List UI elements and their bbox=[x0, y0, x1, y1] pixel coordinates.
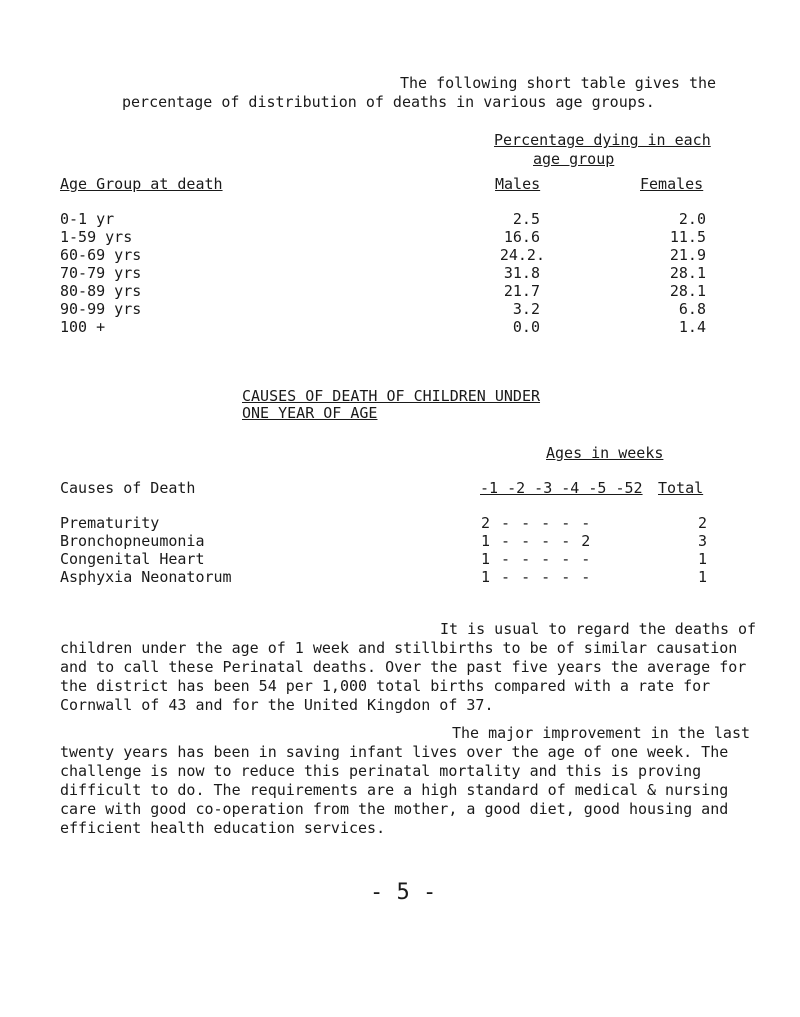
paragraph-2-body: twenty years has been in saving infant lives over the age of one week. The challenge is now to reduce this perinatal mortality and this is proving difficult to do. The requirements are a high standard of medical & nursing care with good co-operation from the mother, a good diet, good housing and efficient health education services. bbox=[60, 743, 729, 837]
females-cell: 6.8 bbox=[678, 300, 706, 318]
column-females: Females bbox=[640, 175, 704, 193]
ages-in-weeks-heading: Ages in weeks bbox=[546, 444, 664, 462]
column-males: Males bbox=[495, 175, 541, 193]
weeks-cell: 2 - - - - - bbox=[481, 514, 592, 532]
total-cell: 3 bbox=[697, 532, 707, 550]
child-deaths-subtitle: ONE YEAR OF AGE bbox=[242, 404, 378, 422]
total-cell: 1 bbox=[697, 568, 707, 586]
column-age-group: Age Group at death bbox=[60, 175, 223, 193]
males-cell: 16.6 bbox=[503, 228, 540, 246]
age-group-subheader: age group bbox=[533, 150, 615, 168]
page-number: - 5 - bbox=[370, 880, 437, 905]
percentage-header: Percentage dying in each bbox=[494, 131, 711, 149]
column-total: Total bbox=[658, 479, 704, 497]
age-group-cell: 60-69 yrs bbox=[60, 246, 142, 264]
cause-cell: Prematurity bbox=[60, 514, 160, 532]
males-cell: 3.2 bbox=[512, 300, 540, 318]
column-weeks: -1 -2 -3 -4 -5 -52 bbox=[480, 479, 643, 497]
females-cell: 28.1 bbox=[669, 282, 706, 300]
age-group-cell: 100 + bbox=[60, 318, 106, 336]
total-cell: 2 bbox=[697, 514, 707, 532]
paragraph-1-first-line: It is usual to regard the deaths of bbox=[440, 620, 757, 638]
males-cell: 0.0 bbox=[512, 318, 540, 336]
cause-cell: Asphyxia Neonatorum bbox=[60, 568, 232, 586]
females-cell: 28.1 bbox=[669, 264, 706, 282]
age-group-cell: 1-59 yrs bbox=[60, 228, 133, 246]
cause-cell: Bronchopneumonia bbox=[60, 532, 205, 550]
age-group-cell: 70-79 yrs bbox=[60, 264, 142, 282]
paragraph-2-first-line: The major improvement in the last bbox=[452, 724, 751, 742]
males-cell: 31.8 bbox=[503, 264, 540, 282]
intro-line-2: percentage of distribution of deaths in various age groups. bbox=[122, 93, 655, 111]
females-cell: 1.4 bbox=[678, 318, 706, 336]
child-deaths-title: CAUSES OF DEATH OF CHILDREN UNDER bbox=[242, 387, 541, 405]
females-cell: 2.0 bbox=[678, 210, 706, 228]
males-cell: 2.5 bbox=[512, 210, 540, 228]
females-cell: 21.9 bbox=[669, 246, 706, 264]
weeks-cell: 1 - - - - - bbox=[481, 568, 592, 586]
males-cell: 24.2. bbox=[499, 246, 545, 264]
age-group-cell: 0-1 yr bbox=[60, 210, 115, 228]
weeks-cell: 1 - - - - 2 bbox=[481, 532, 592, 550]
intro-line-1: The following short table gives the bbox=[400, 74, 717, 92]
total-cell: 1 bbox=[697, 550, 707, 568]
weeks-cell: 1 - - - - - bbox=[481, 550, 592, 568]
column-causes: Causes of Death bbox=[60, 479, 196, 497]
paragraph-1-body: children under the age of 1 week and stillbirths to be of similar causation and to call these Perinatal deaths. Over the past five years the average for the district has been 54 per 1,000 total births compared with a rate for Cornwall of 43 and for the United Kingdon of 37. bbox=[60, 639, 747, 714]
females-cell: 11.5 bbox=[669, 228, 706, 246]
cause-cell: Congenital Heart bbox=[60, 550, 205, 568]
males-cell: 21.7 bbox=[503, 282, 540, 300]
age-group-cell: 80-89 yrs bbox=[60, 282, 142, 300]
age-group-cell: 90-99 yrs bbox=[60, 300, 142, 318]
